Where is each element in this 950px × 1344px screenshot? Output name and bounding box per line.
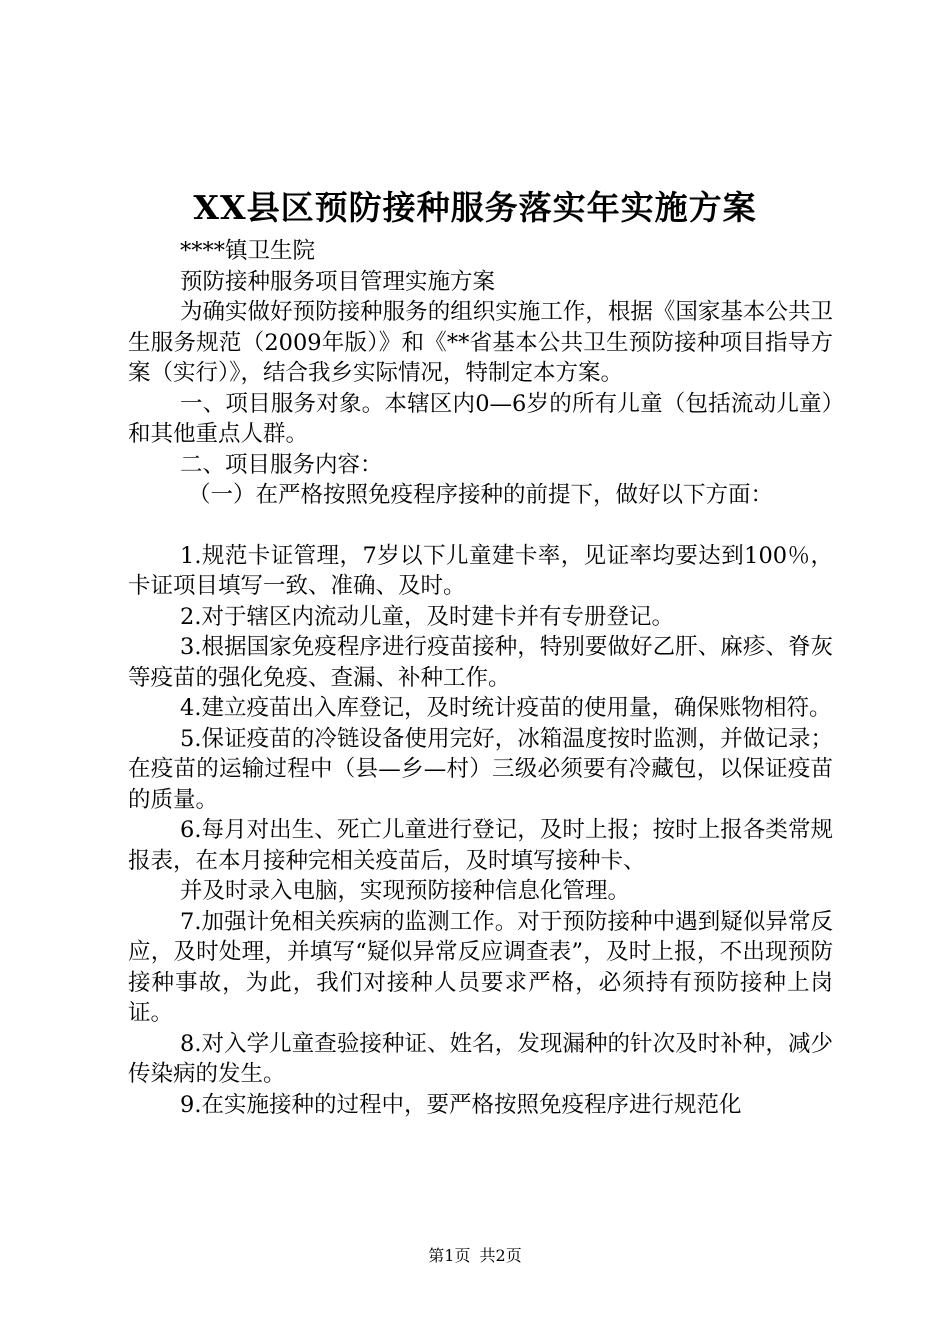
paragraph-subsection-1: （一）在严格按照免疫程序接种的前提下，做好以下方面： <box>188 482 774 508</box>
paragraph-intro: 为确实做好预防接种服务的组织实施工作，根据《国家基本公共卫生服务规范（2009年版）》和《**省基本公共卫生预防接种项目指导方案（实行）》，结合我乡实际情况，特制定本方案。 <box>128 299 833 386</box>
list-item-continuation: 并及时录入电脑，实现预防接种信息化管理。 <box>180 878 631 904</box>
page-footer <box>0 1245 950 1267</box>
paragraph-subtitle: 预防接种服务项目管理实施方案 <box>180 268 496 295</box>
list-item: 4.建立疫苗出入库登记，及时统计疫苗的使用量，确保账物相符。 <box>180 695 832 721</box>
list-item: 1.规范卡证管理，7岁以下儿童建卡率，见证率均要达到100％，卡证项目填写一致、准确、及时。 <box>128 542 833 599</box>
list-item: 7.加强计免相关疾病的监测工作。对于预防接种中遇到疑似异常反应，及时处理，并填写“疑似异常反应调查表”，及时上报，不出现预防接种事故，为此，我们对接种人员要求严格，必须持有预防接种上岗证。 <box>128 908 833 1026</box>
list-item: 5.保证疫苗的冷链设备使用完好，冰箱温度按时监测，并做记录；在疫苗的运输过程中（县—乡—村）三级必须要有冷藏包，以保证疫苗的质量。 <box>128 725 833 813</box>
paragraph-section-1: 一、项目服务对象。本辖区内0—6岁的所有儿童（包括流动儿童）和其他重点人群。 <box>128 390 833 447</box>
document-title: XX县区预防接种服务落实年实施方案 <box>193 188 757 227</box>
document-body <box>128 236 833 1120</box>
paragraph-section-2: 二、项目服务内容： <box>180 451 383 478</box>
paragraph-spacer <box>128 511 833 541</box>
list-item: 6.每月对出生、死亡儿童进行登记，及时上报；按时上报各类常规报表，在本月接种完相关疫苗后，及时填写接种卡、 <box>128 817 833 874</box>
list-item: 3.根据国家免疫程序进行疫苗接种，特别要做好乙肝、麻疹、脊灰等疫苗的强化免疫、查漏、补种工作。 <box>128 634 833 691</box>
list-item: 2.对于辖区内流动儿童，及时建卡并有专册登记。 <box>180 603 674 630</box>
page-total: 共2页 <box>479 1246 522 1265</box>
page-number: 第1页 <box>428 1246 471 1265</box>
list-item: 8.对入学儿童查验接种证、姓名，发现漏种的针次及时补种，减少传染病的发生。 <box>128 1030 833 1087</box>
list-item: 9.在实施接种的过程中，要严格按照免疫程序进行规范化 <box>180 1091 742 1118</box>
paragraph-organization: ****镇卫生院 <box>180 238 316 264</box>
